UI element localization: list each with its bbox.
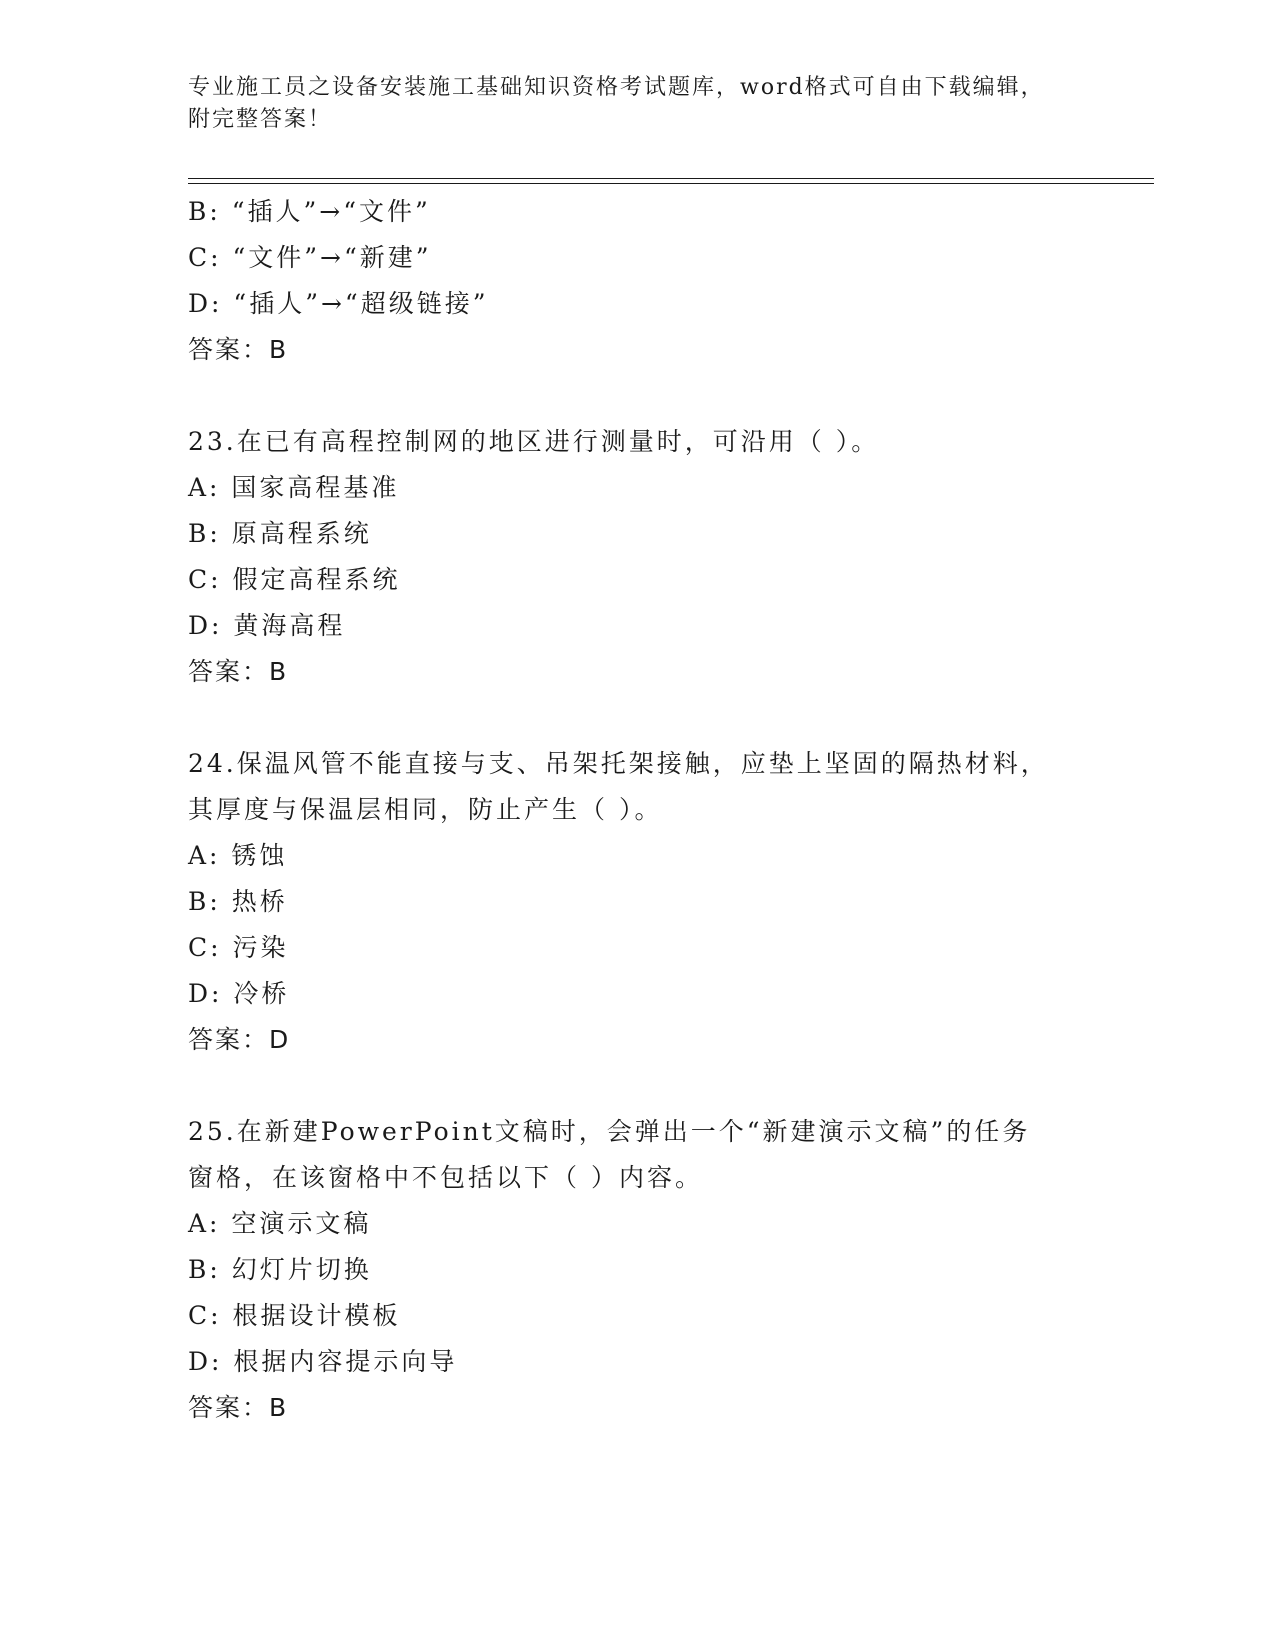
option-c: C: 假定高程系统 [188,565,401,594]
answer-line: 答案：B [188,1393,289,1422]
option-c: C: 污染 [188,933,289,962]
option-b: B: 原高程系统 [188,519,372,548]
header-rule-top [188,178,1154,179]
option-b: B: 幻灯片切换 [188,1255,372,1284]
document-header [188,72,1088,136]
option-d: D: 根据内容提示向导 [188,1347,458,1376]
option-c: C: “文件”→“新建” [188,243,432,272]
option-c: C: 根据设计模板 [188,1301,401,1330]
option-b: B: “插人”→“文件” [188,197,431,226]
question-text-line-2: 其厚度与保温层相同，防止产生（ ）。 [188,795,663,824]
answer-line: 答案：D [188,1025,291,1054]
option-a: A: 空演示文稿 [188,1209,372,1238]
header-line-1: 专业施工员之设备安装施工基础知识资格考试题库，word格式可自由下载编辑， [188,75,1045,100]
option-d: D: 黄海高程 [188,611,346,640]
question-24 [188,741,1088,1063]
question-22-partial [188,189,1088,373]
question-text-line-1: 24.保温风管不能直接与支、吊架托架接触，应垫上坚固的隔热材料， [188,749,1049,778]
option-d: D: 冷桥 [188,979,290,1008]
question-text-line-2: 窗格，在该窗格中不包括以下（ ）内容。 [188,1163,703,1192]
header-line-2: 附完整答案！ [188,107,333,132]
answer-line: 答案：B [188,657,289,686]
question-25 [188,1109,1088,1431]
header-rule-bottom [188,183,1154,184]
answer-line: 答案：B [188,335,289,364]
option-d: D: “插人”→“超级链接” [188,289,489,318]
question-text: 23.在已有高程控制网的地区进行测量时，可沿用（ ）。 [188,427,880,456]
option-b: B: 热桥 [188,887,288,916]
option-a: A: 国家高程基准 [188,473,400,502]
question-content [188,189,1088,1431]
question-23 [188,419,1088,695]
question-text-line-1: 25.在新建PowerPoint文稿时，会弹出一个“新建演示文稿”的任务 [188,1117,1031,1146]
option-a: A: 锈蚀 [188,841,288,870]
